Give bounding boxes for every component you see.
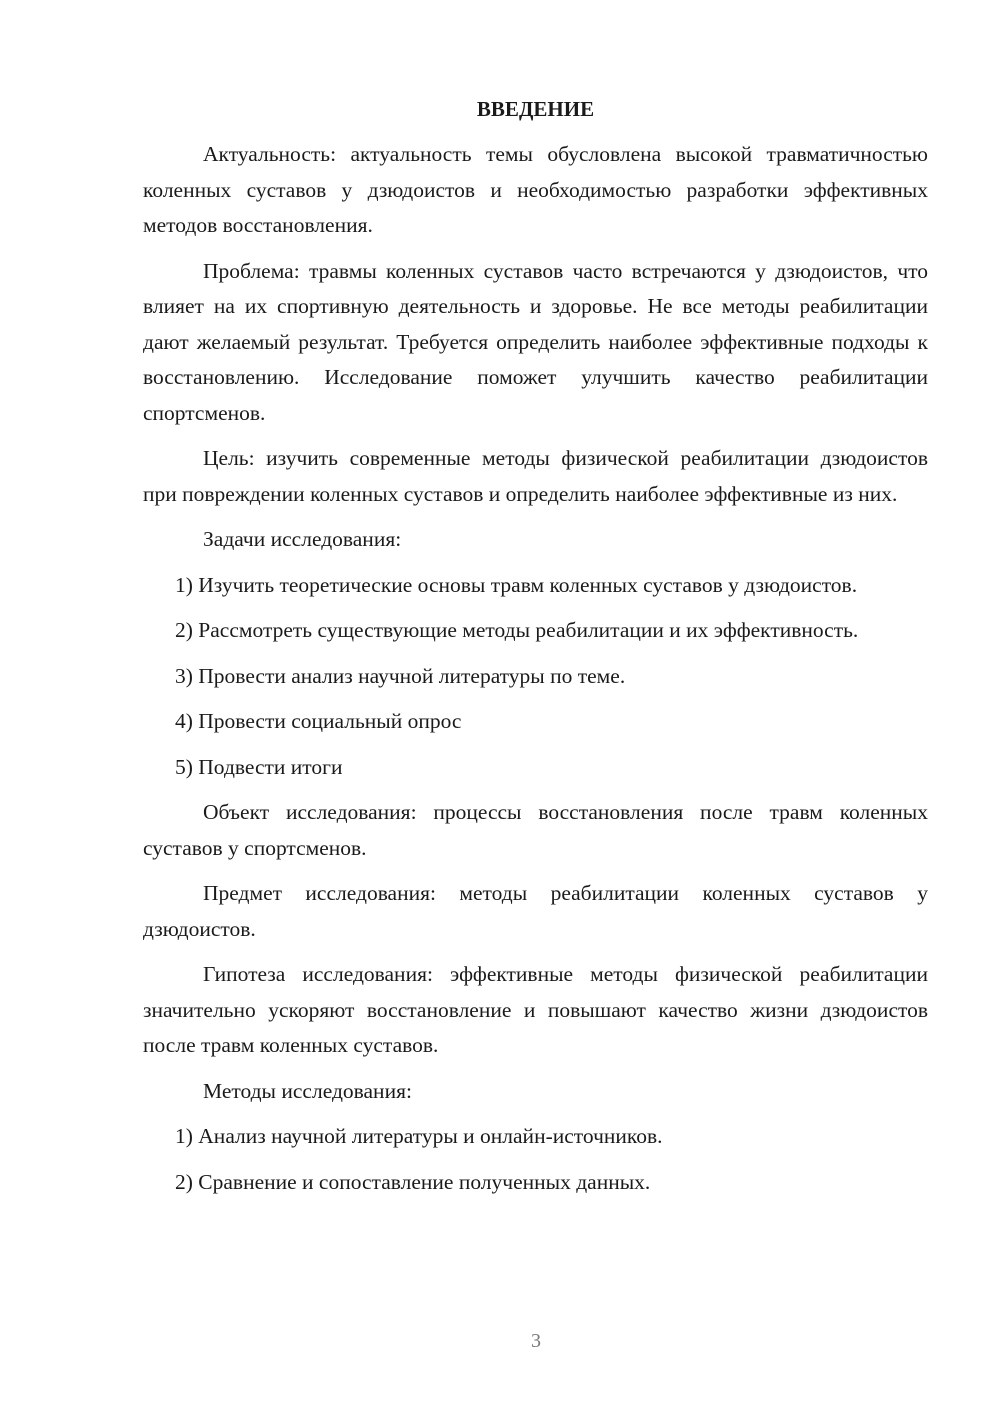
task-item-1: 1) Изучить теоретические основы травм коленных суставов у дзюдоистов. <box>175 572 858 597</box>
method-item-2: 2) Сравнение и сопоставление полученных данных. <box>175 1169 651 1194</box>
subject-paragraph: Предмет исследования: методы реабилитации коленных суставов у дзюдоистов. <box>143 881 928 941</box>
task-item-5: 5) Подвести итоги <box>175 754 343 779</box>
task-item-2: 2) Рассмотреть существующие методы реабилитации и их эффективность. <box>175 618 859 642</box>
section-heading: ВВЕДЕНИЕ <box>476 97 595 121</box>
hypothesis-paragraph: Гипотеза исследования: эффективные методы физической реабилитации значительно ускоряют восстановление и повышают качество жизни дзюдоистов после травм коленных суставов. <box>143 962 928 1057</box>
relevance-paragraph: Актуальность: актуальность темы обусловлена высокой травматичностью коленных суставов у дзюдоистов и необходимостью разработки эффективных методов восстановления. <box>143 142 928 237</box>
goal-paragraph: Цель: изучить современные методы физической реабилитации дзюдоистов при повреждении коленных суставов и определить наиболее эффективные из них. <box>143 446 928 506</box>
methods-heading: Методы исследования: <box>203 1078 412 1103</box>
page-number: 3 <box>531 1330 541 1352</box>
task-item-3: 3) Провести анализ научной литературы по теме. <box>175 663 626 688</box>
object-paragraph: Объект исследования: процессы восстановления после травм коленных суставов у спортсменов. <box>143 800 928 860</box>
problem-paragraph: Проблема: травмы коленных суставов часто встречаются у дзюдоистов, что влияет на их спортивную деятельность и здоровье. Не все методы реабилитации дают желаемый результат. Требуется определить наиболее эффективные подходы к восстановлению. Исследование поможет улучшить качество реабилитации спортсменов. <box>143 258 928 425</box>
task-item-4: 4) Провести социальный опрос <box>175 709 462 733</box>
method-item-1: 1) Анализ научной литературы и онлайн-источников. <box>175 1124 663 1148</box>
tasks-heading: Задачи исследования: <box>203 527 402 551</box>
document-page <box>143 92 928 1210</box>
